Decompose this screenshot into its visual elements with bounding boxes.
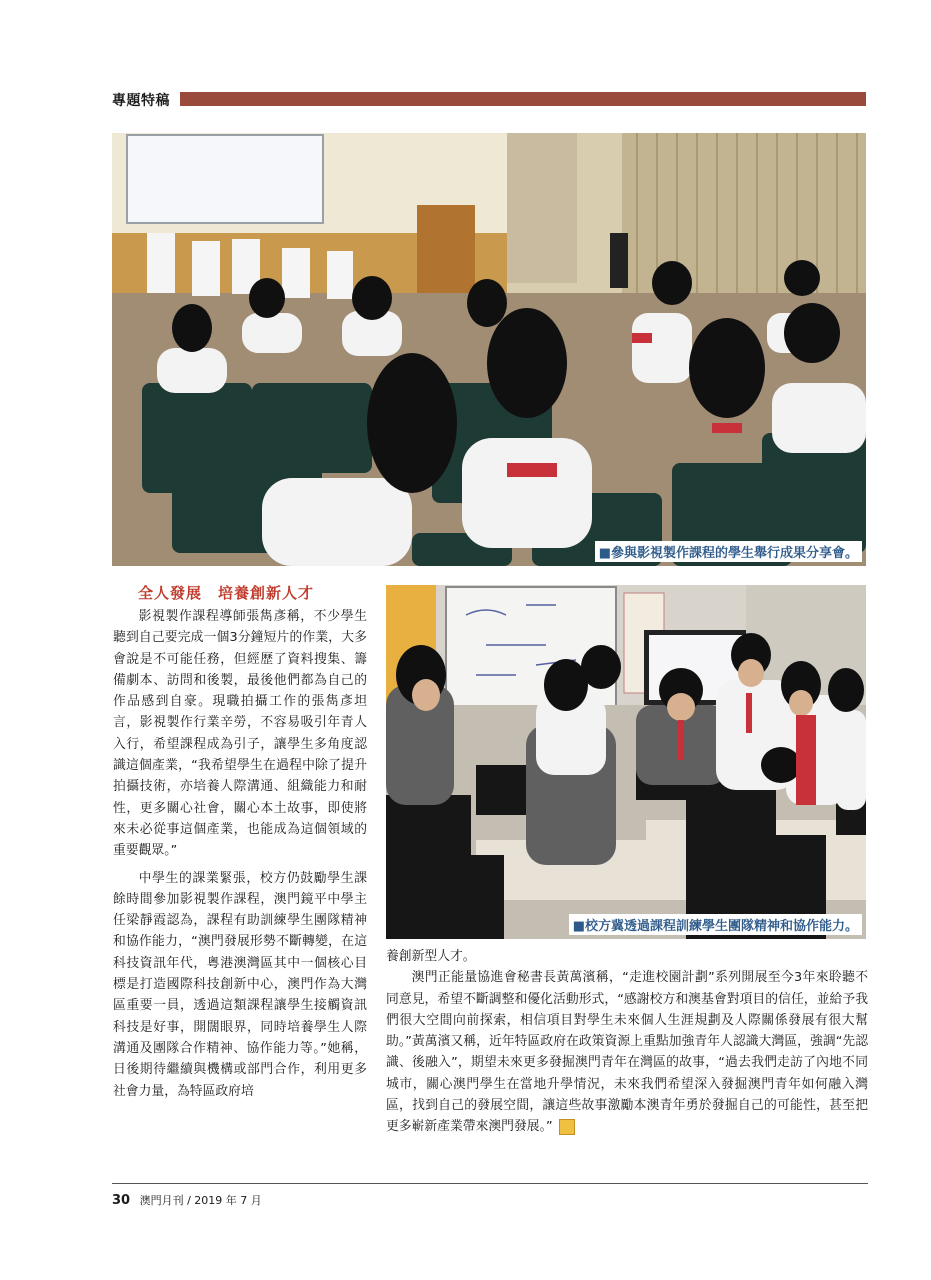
photo-classroom xyxy=(386,585,866,939)
paragraph-2-continuation: 養創新型人才。 xyxy=(386,949,476,964)
publication-info: 澳門月刊 / 2019 年 7 月 xyxy=(139,1194,262,1207)
article-column-right xyxy=(386,946,868,1138)
page-number: 30 xyxy=(112,1193,131,1208)
photo-caption-bottom: ■ 校方冀透過課程訓練學生團隊精神和協作能力。 xyxy=(569,914,862,935)
photo-presentation xyxy=(112,133,866,566)
paragraph-2: 中學生的課業緊張，校方仍鼓勵學生課餘時間參加影視製作課程，澳門鏡平中學主任梁靜霞認為，課程有助訓練學生團隊精神和協作能力，“澳門發展形勢不斷轉變，在這科技資訊年代，粵港澳灣區其中一個核心目標是打造國際科技創新中心，澳門作為大灣區重要一員，透過這類課程讓學生接觸資訊科技是好事，開闊眼界，同時培養學生人際溝通及團隊合作精神、協作能力等。”她稱，日後期待繼續與機構或部門合作，利用更多社會力量，為特區政府培 xyxy=(113,870,367,1099)
article-column-left xyxy=(113,606,367,1108)
photo-presentation-image xyxy=(112,133,866,566)
section-label: 專題特稿 xyxy=(112,93,170,109)
photo-classroom-image xyxy=(386,585,866,939)
footer-divider xyxy=(112,1183,868,1184)
paragraph-3-text: 澳門正能量協進會秘書長黃萬濱稱，“走進校園計劃”系列開展至今3年來聆聽不同意見，希望不斷調整和優化活動形式，“感謝校方和澳基會對項目的信任，並給予我們很大空間向前探索，相信項目對學生未來個人生涯規劃及人際關係發展有很大幫助。”黃萬濱又稱，近年特區政府在政策資源上重點加強青年人認識大灣區，強調“先認識、後融入”，期望未來更多發掘澳門青年在灣區的故事，“過去我們走訪了內地不同城市，關心澳門學生在當地升學情況，未來我們希望深入發掘澳門青年如何融入灣區，找到自己的發展空間，讓這些故事激勵本澳青年勇於發掘自己的可能性，甚至把更多嶄新產業帶來澳門發展。” xyxy=(386,970,868,1135)
section-title: 全人發展 培養創新人才 xyxy=(138,584,315,602)
end-mark-icon xyxy=(559,1119,575,1135)
paragraph-1: 影視製作課程導師張雋彥稱，不少學生聽到自己要完成一個3分鐘短片的作業，大多會說是不可能任務，但經歷了資料搜集、籌備劇本、訪問和後製，最後他們都為自己的作品感到自豪。現職拍攝工作的張雋彥坦言，影視製作行業辛勞，不容易吸引年青人入行，希望課程成為引子，讓學生多角度認識這個產業，“我希望學生在過程中除了提升拍攝技術，亦培養人際溝通、組織能力和耐性，更多關心社會，關心本土故事，即使將來未必從事這個產業，也能成為這個領域的重要觀眾。” xyxy=(113,609,367,859)
paragraph-3 xyxy=(386,967,868,1137)
header-bar xyxy=(180,92,866,106)
photo-caption-top: ■ 參與影視製作課程的學生舉行成果分享會。 xyxy=(595,541,862,562)
footer xyxy=(112,1192,262,1208)
